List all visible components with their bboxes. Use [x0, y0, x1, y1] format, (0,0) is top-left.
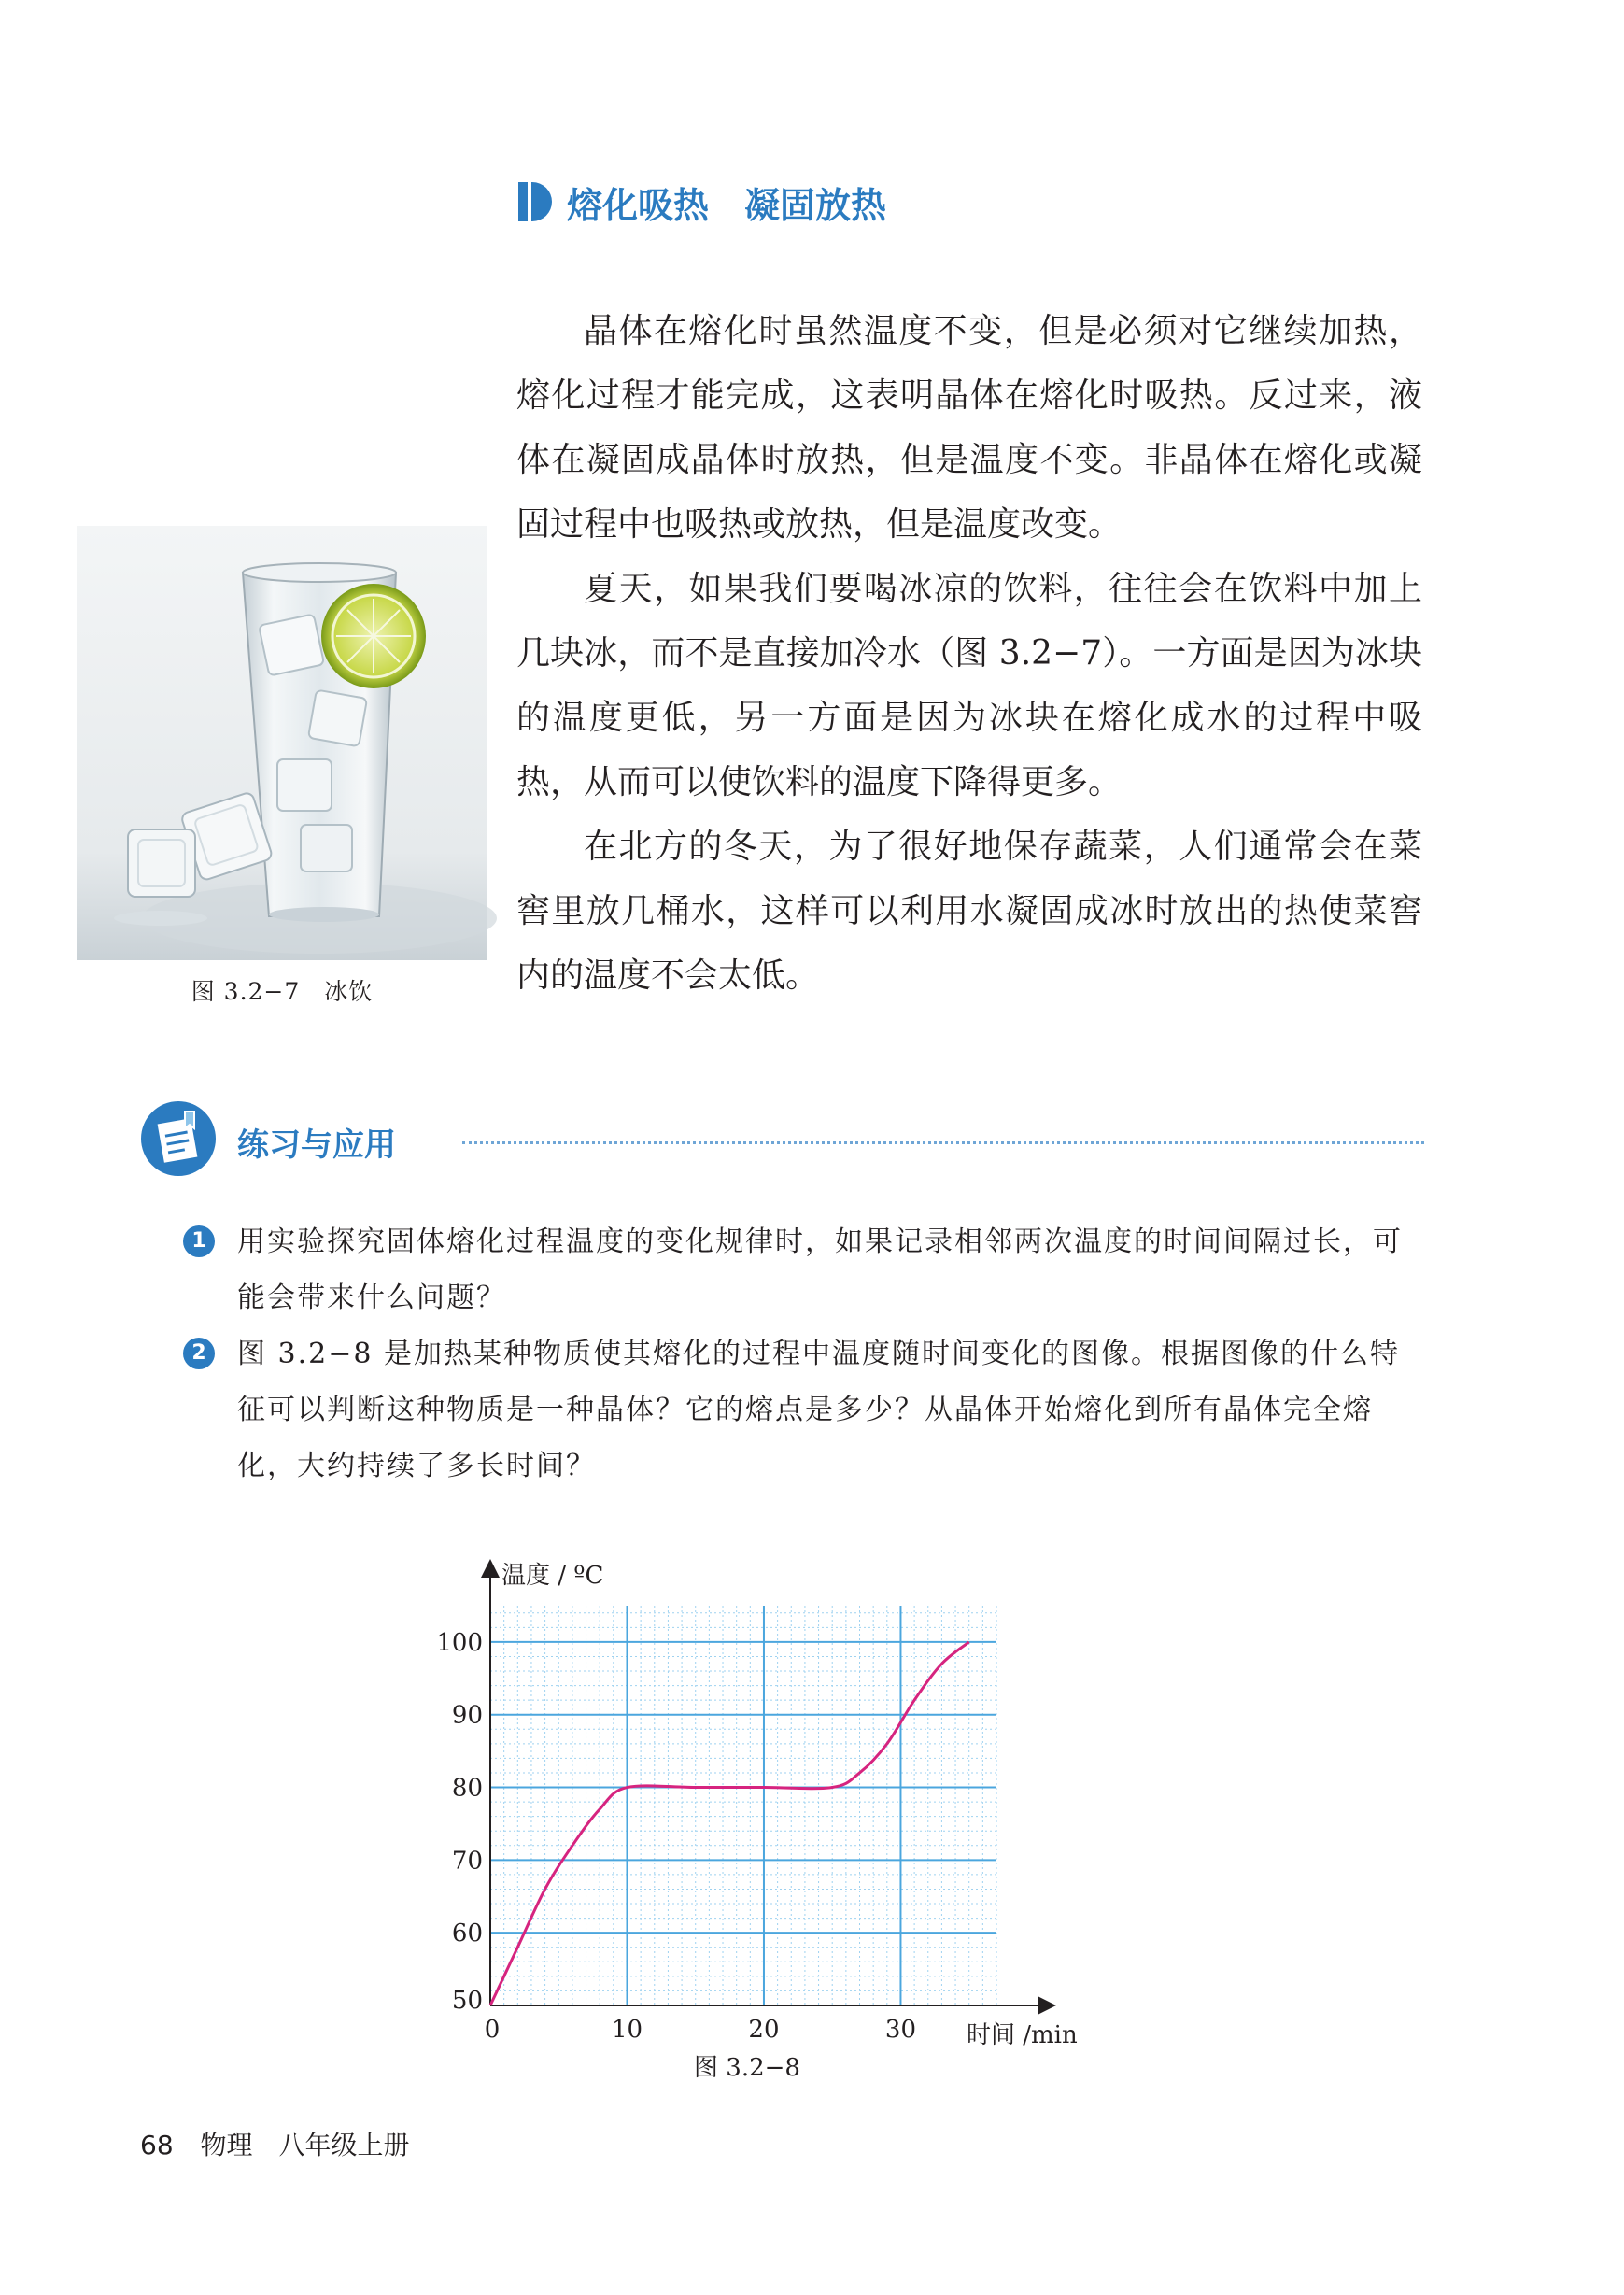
- page-footer: [140, 2125, 410, 2162]
- y-tick-label: 90: [451, 1701, 483, 1730]
- temperature-time-chart: [402, 1555, 1078, 2050]
- practice-icon: [140, 1100, 219, 1177]
- body-text: [516, 299, 1422, 1008]
- question-item: [183, 1326, 1425, 1495]
- section-heading: [518, 176, 886, 228]
- chart-grid: [490, 1606, 996, 2005]
- section-marker-icon: [518, 182, 552, 221]
- y-tick-label: 50: [451, 1987, 483, 2015]
- question-text: 用实验探究固体熔化过程温度的变化规律时，如果记录相邻两次温度的时间间隔过长，可能会带来什么问题？: [237, 1225, 1403, 1314]
- y-tick-label: 70: [451, 1847, 483, 1876]
- question-item: [183, 1214, 1425, 1326]
- x-axis-label: 时间 /min: [967, 2021, 1078, 2049]
- temperature-curve: [490, 1642, 969, 2005]
- paragraph: 夏天，如果我们要喝冰凉的饮料，往往会在饮料中加上几块冰，而不是直接加冷水（图 3.2−7）。一方面是因为冰块的温度更低，另一方面是因为冰块在熔化成水的过程中吸热，从而可以使饮料的温度下降得更多。: [516, 570, 1422, 801]
- practice-header: [140, 1100, 1424, 1177]
- paragraph: 在北方的冬天，为了很好地保存蔬菜，人们通常会在菜窖里放几桶水，这样可以利用水凝固成冰时放出的热使菜窖内的温度不会太低。: [516, 828, 1422, 995]
- section-title: 熔化吸热 凝固放热: [567, 184, 887, 226]
- question-number: 1: [183, 1225, 215, 1257]
- paragraph: 晶体在熔化时虽然温度不变，但是必须对它继续加热，熔化过程才能完成，这表明晶体在熔化时吸热。反过来，液体在凝固成晶体时放热，但是温度不变。非晶体在熔化或凝固过程中也吸热或放热，但是温度改变。: [516, 312, 1422, 544]
- figure-caption: 图 3.2−8: [694, 2054, 800, 2082]
- iced-drink-photo: [77, 526, 487, 960]
- y-tick-label: 60: [451, 1920, 483, 1948]
- chart-ticks: [436, 1629, 916, 2044]
- x-tick-label: 10: [611, 2016, 643, 2044]
- book-title: 物理 八年级上册: [200, 2130, 410, 2160]
- y-tick-label: 100: [436, 1628, 483, 1657]
- y-axis-label: 温度 / ºC: [501, 1562, 604, 1590]
- question-text: 图 3.2−8 是加热某种物质使其熔化的过程中温度随时间变化的图像。根据图像的什么特征可以判断这种物质是一种晶体？它的熔点是多少？从晶体开始熔化到所有晶体完全熔化，大约持续了多长时间？: [237, 1338, 1401, 1482]
- x-tick-label: 0: [484, 2016, 501, 2044]
- x-tick-label: 30: [884, 2016, 917, 2044]
- practice-title: 练习与应用: [237, 1126, 396, 1164]
- x-tick-label: 20: [748, 2016, 780, 2044]
- page-number: 68: [140, 2130, 174, 2160]
- y-tick-label: 80: [451, 1774, 483, 1803]
- dotted-divider: [462, 1141, 1424, 1144]
- question-number: 2: [183, 1338, 215, 1369]
- figure-caption: 图 3.2−7 冰饮: [191, 978, 374, 1005]
